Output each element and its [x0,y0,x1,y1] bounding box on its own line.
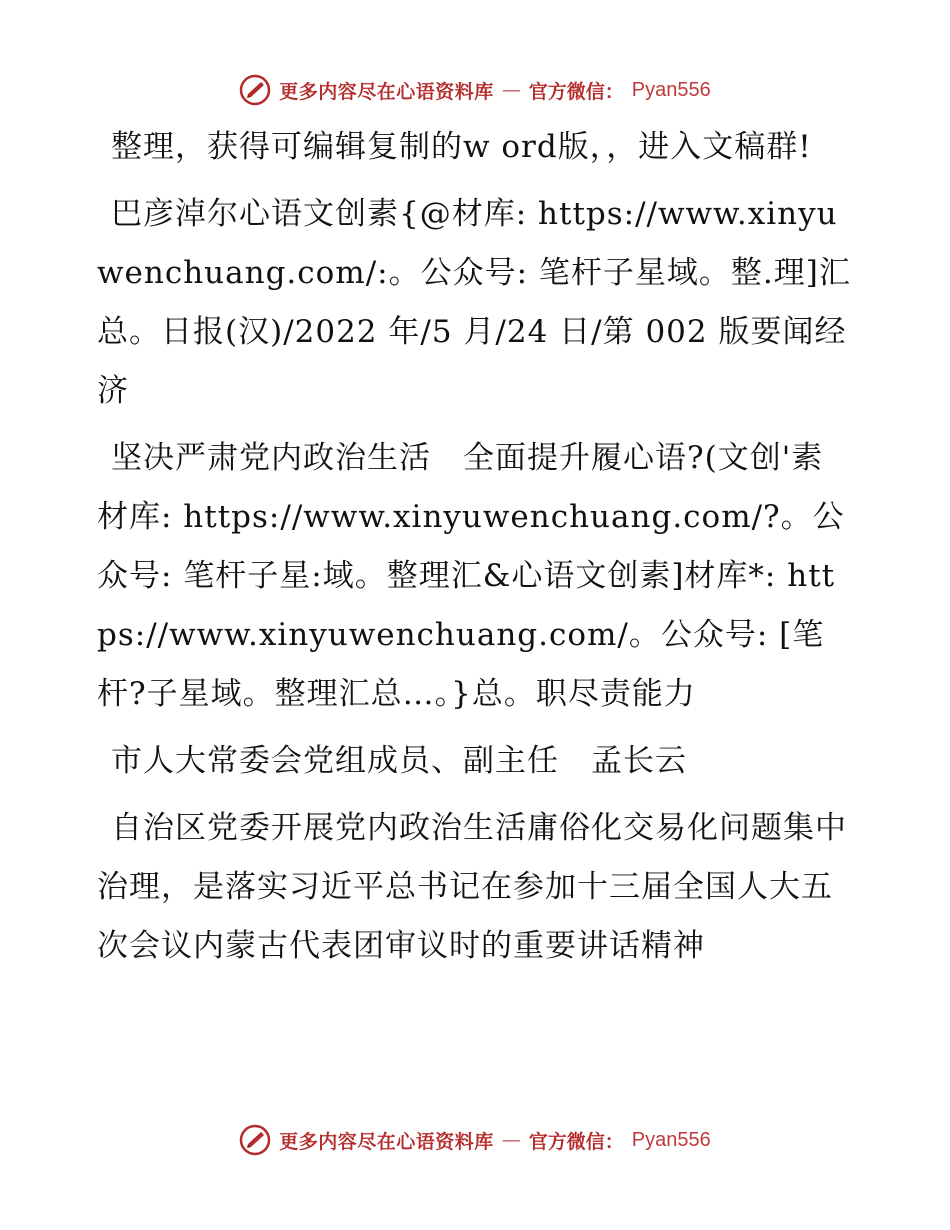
banner-text: 更多内容尽在心语资料库 [279,80,494,103]
header-banner [0,70,950,110]
paragraph-5: 自治区党委开展党内政治生活庸俗化交易化问题集中治理，是落实习近平总书记在参加十三届全国人大五次会议内蒙古代表团审议时的重要讲话精神 [97,810,847,964]
banner-label: 官方微信： [528,80,624,103]
logo-icon [239,74,271,106]
banner-label: 官方微信： [528,1130,624,1153]
banner-text: 更多内容尽在心语资料库 [279,1130,494,1153]
banner-handle: Pyan556 [631,1128,711,1151]
paragraph-2: 巴彦淖尔心语文创素{@材库: https://www.xinyuwenchuang.com/:。公众号: 笔杆子星域。整.理]汇总。日报(汉)/2022 年/5 月/24 日/第 002 版要闻经济 [97,196,851,409]
footer-banner [0,1120,950,1160]
banner-handle: Pyan556 [631,78,711,101]
paragraph-3: 坚决严肃党内政治生活 全面提升履心语?(文创'素材库: https://www.xinyuwenchuang.com/?。公众号: 笔杆子星:域。整理汇&心语文创素]材库*: https://www.xinyuwenchuang.com/。公众号: [笔杆?子星域。整理汇总…。}总。职尽责能力 [97,440,845,712]
banner-dash: — [501,1129,521,1151]
banner-dash: — [501,79,521,101]
paragraph-4: 市人大常委会党组成员、副主任 孟长云 [111,743,687,779]
paragraph-1: 整理，获得可编辑复制的w ord版，，进入文稿群! [111,129,812,165]
logo-icon [239,1124,271,1156]
document-body [97,118,852,984]
